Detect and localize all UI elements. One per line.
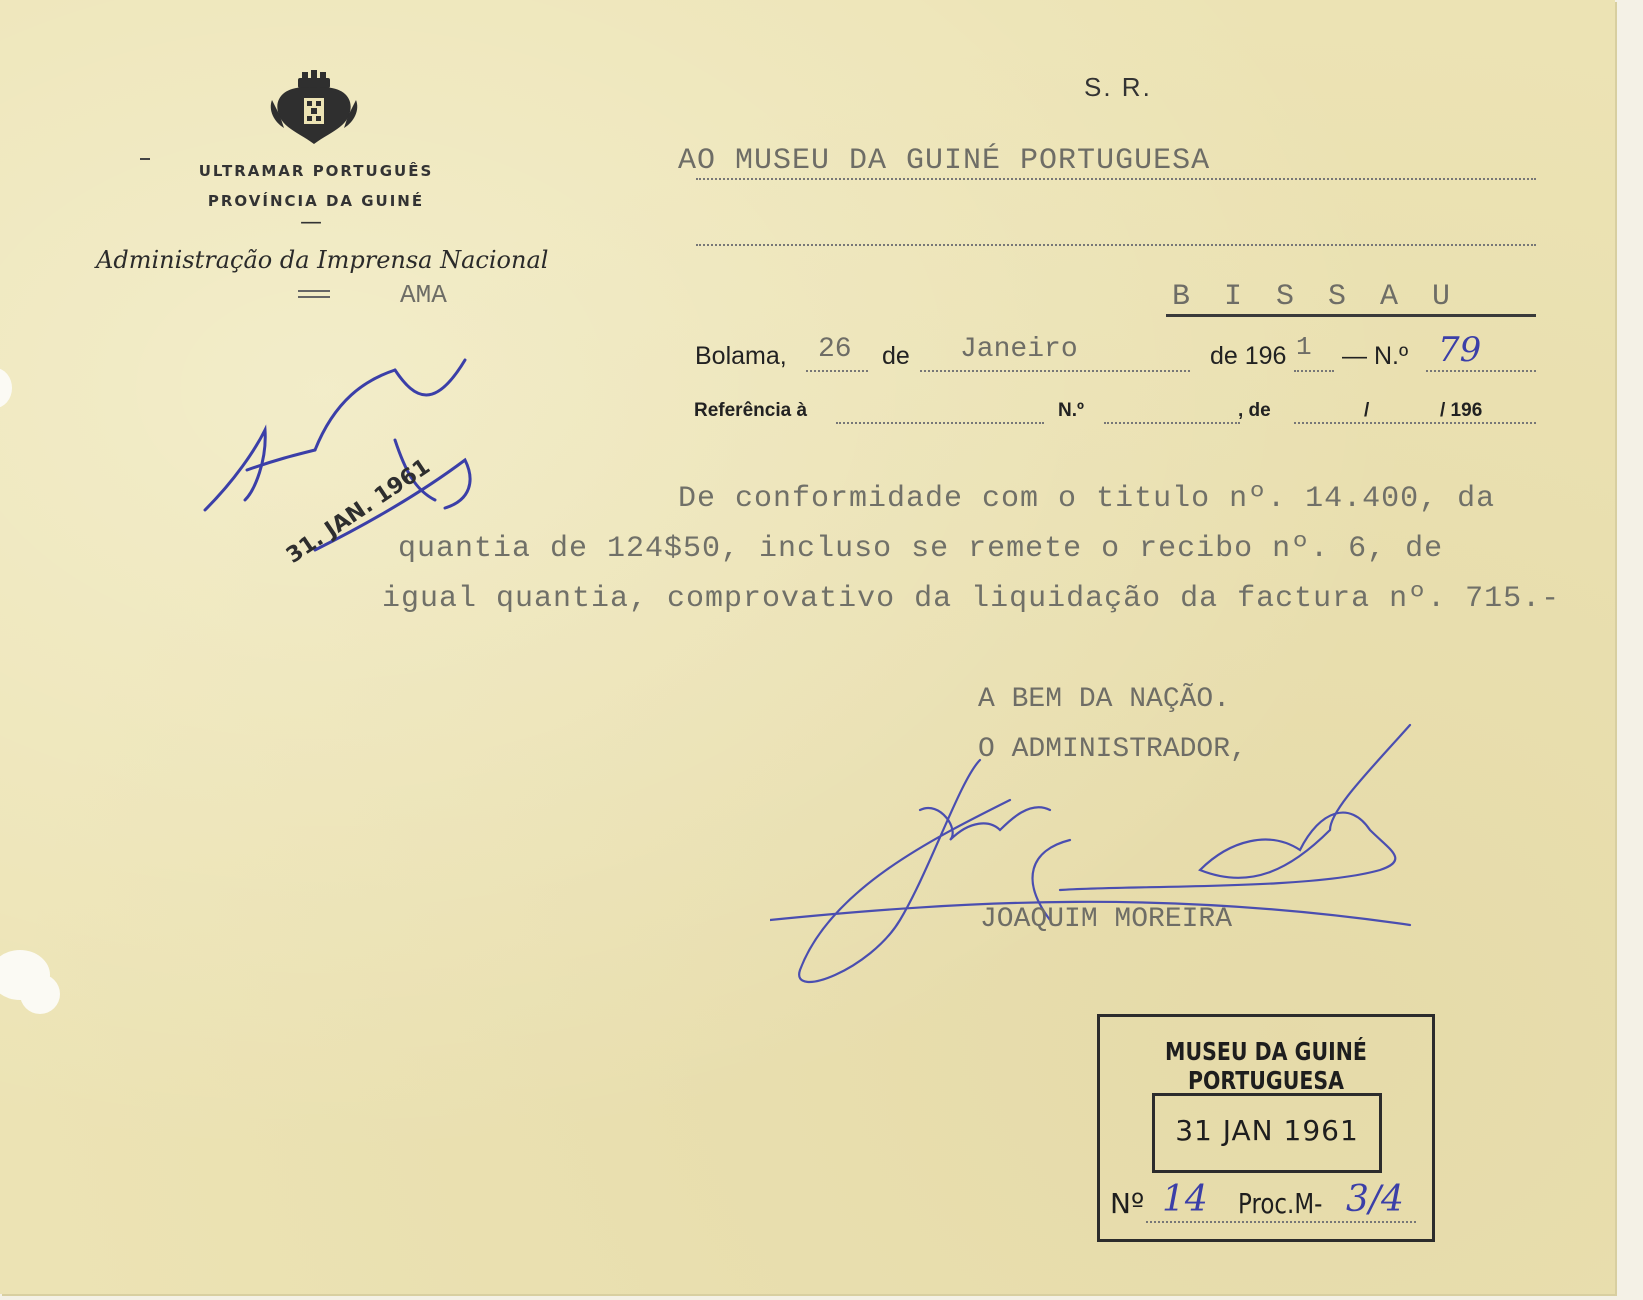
reference-date-slash: / — [1364, 400, 1370, 421]
reference-date-dots — [1294, 422, 1536, 424]
place-label: Bolama, — [695, 342, 787, 370]
coat-of-arms-emblem — [268, 70, 360, 150]
signatory-name: JOAQUIM MOREIRA — [980, 904, 1233, 935]
punch-hole — [20, 974, 60, 1014]
number-dots — [1426, 370, 1536, 372]
reference-mark: AMA — [400, 280, 447, 310]
city-underline — [1166, 314, 1536, 317]
signature — [770, 720, 1480, 1010]
day-dots — [806, 370, 868, 372]
body-line-3: igual quantia, comprovativo da liquidação da factura nº. 715.- — [382, 582, 1561, 616]
stamp-no-value: 14 — [1162, 1179, 1208, 1220]
stamp-date: 31 JAN 1961 — [1175, 1114, 1359, 1147]
annotation-date-stamp: 31. JAN. 1961 — [282, 454, 435, 569]
date-month: Janeiro — [960, 334, 1078, 365]
reference-label: Referência à — [694, 400, 808, 421]
letterhead-administration: Administração da Imprensa Nacional — [96, 246, 549, 274]
addressee-line-1 — [696, 178, 1536, 180]
reference-number-dots — [1104, 422, 1240, 424]
letterhead-double-rule — [298, 290, 330, 298]
addressee-line-2 — [696, 244, 1536, 246]
punch-hole — [0, 368, 12, 408]
letterhead-dash: — — [300, 210, 322, 235]
reference-dots — [836, 422, 1044, 424]
reference-year-label: / 196 — [1440, 400, 1483, 421]
stamp-no-label: Nº — [1110, 1187, 1145, 1220]
letterhead-provincia: PROVÍNCIA DA GUINÉ — [207, 192, 425, 210]
reference-date-label: , de — [1238, 400, 1271, 421]
year-label: de 196 — [1210, 342, 1287, 370]
addressee-name: AO MUSEU DA GUINÉ PORTUGUESA — [678, 144, 1211, 178]
closing-salutation: A BEM DA NAÇÃO. — [978, 684, 1231, 715]
corner-mark: S. R. — [1084, 72, 1152, 102]
letterhead-dash-left — [140, 158, 150, 160]
month-dots — [920, 370, 1190, 372]
body-line-1: De conformidade com o titulo nº. 14.400, da — [678, 482, 1496, 516]
stamp-date-box — [1152, 1093, 1382, 1173]
reference-number-label: N.º — [1058, 400, 1084, 421]
stamp-dots — [1146, 1221, 1416, 1223]
stamp-proc-label: Proc.M- — [1238, 1187, 1323, 1220]
year-digit: 1 — [1296, 332, 1312, 362]
addressee-city: B I S S A U — [1172, 280, 1459, 314]
stamp-proc-value: 3/4 — [1346, 1179, 1404, 1220]
number-label: — N.º — [1342, 342, 1409, 370]
letterhead-ultramar: ULTRAMAR PORTUGUÊS — [198, 162, 434, 180]
document-number: 79 — [1438, 330, 1482, 370]
museum-receipt-stamp — [1097, 1014, 1435, 1242]
stamp-title: MUSEU DA GUINÉ PORTUGUESA — [1165, 1037, 1367, 1095]
year-dots — [1294, 370, 1334, 372]
de-label: de — [882, 342, 910, 370]
date-day: 26 — [818, 334, 852, 365]
body-line-2: quantia de 124$50, incluso se remete o recibo nº. 6, de — [398, 532, 1444, 566]
closing-title: O ADMINISTRADOR, — [978, 734, 1247, 765]
